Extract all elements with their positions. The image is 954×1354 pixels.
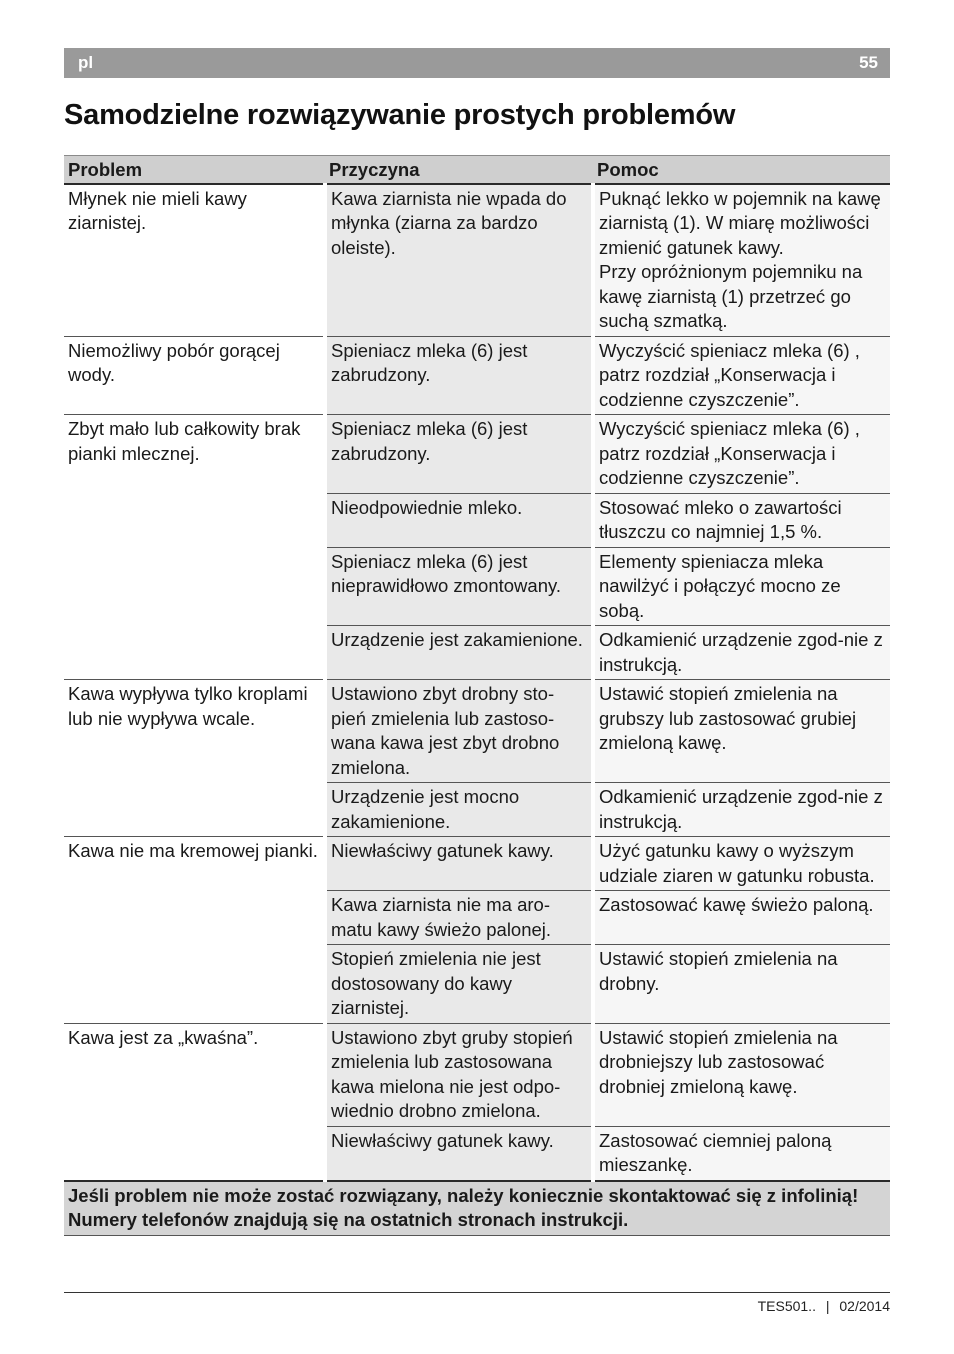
language-code: pl bbox=[78, 53, 94, 72]
help-text: Odkamienić urządzenie zgod-nie z instrukcją. bbox=[599, 629, 883, 675]
problem-cell: Kawa nie ma kremowej pianki. bbox=[64, 837, 325, 1024]
problem-cell: Kawa wypływa tylko kroplami lub nie wypływa wcale. bbox=[64, 680, 325, 837]
problem-cell: Zbyt mało lub całkowity brak pianki mlecznej. bbox=[64, 415, 325, 680]
print-date: 02/2014 bbox=[839, 1298, 890, 1314]
cause-cell: Niewłaściwy gatunek kawy. bbox=[325, 837, 593, 891]
help-cell bbox=[593, 184, 890, 337]
cause-cell: Urządzenie jest mocno zakamienione. bbox=[325, 783, 593, 837]
help-text: Stosować mleko o zawartości tłuszczu co najmniej 1,5 %. bbox=[599, 496, 842, 542]
cause-cell: Spieniacz mleka (6) jest zabrudzony. bbox=[325, 336, 593, 415]
table-row bbox=[64, 415, 890, 494]
table-header-row bbox=[64, 156, 890, 184]
column-header-cause: Przyczyna bbox=[325, 156, 593, 184]
help-text: Ustawić stopień zmielenia na grubszy lub zastosować grubiej zmieloną kawę. bbox=[599, 683, 857, 753]
page-title: Samodzielne rozwiązywanie prostych problemów bbox=[64, 99, 736, 131]
help-text: Przy opróżnionym pojemniku na kawę ziarnistą (1) przetrzeć go suchą szmatką. bbox=[599, 261, 863, 331]
help-cell bbox=[593, 1023, 890, 1126]
troubleshooting-table bbox=[64, 155, 890, 1236]
help-cell bbox=[593, 626, 890, 680]
table-body bbox=[64, 184, 890, 1181]
column-header-help: Pomoc bbox=[593, 156, 890, 184]
footer-divider bbox=[64, 1292, 890, 1293]
footer-info bbox=[752, 1298, 890, 1314]
help-text: Puknąć lekko w pojemnik na kawę ziarnistą (1). W miarę możliwości zmienić gatunek kawy. bbox=[599, 187, 881, 258]
help-text: Wyczyścić spieniacz mleka (6) , patrz rozdział „Konserwacja i codzienne czyszczenie”. bbox=[599, 418, 860, 488]
footer-note-row bbox=[64, 1181, 890, 1236]
table-row bbox=[64, 336, 890, 415]
table-row bbox=[64, 680, 890, 783]
help-text: Elementy spieniacza mleka nawilżyć i połączyć mocno ze sobą. bbox=[599, 550, 841, 621]
help-text: Użyć gatunku kawy o wyższym udziale ziaren w gatunku robusta. bbox=[599, 840, 875, 886]
help-text: Zastosować kawę świeżo paloną. bbox=[599, 894, 874, 915]
problem-cell: Niemożliwy pobór gorącej wody. bbox=[64, 336, 325, 415]
cause-cell: Niewłaściwy gatunek kawy. bbox=[325, 1126, 593, 1181]
cause-cell: Kawa ziarnista nie ma aro-matu kawy świeżo palonej. bbox=[325, 891, 593, 945]
problem-cell: Kawa jest za „kwaśna”. bbox=[64, 1023, 325, 1181]
help-cell bbox=[593, 837, 890, 891]
problem-cell: Młynek nie mieli kawy ziarnistej. bbox=[64, 184, 325, 337]
help-cell bbox=[593, 945, 890, 1024]
cause-cell: Ustawiono zbyt drobny sto-pień zmielenia lub zastoso-wana kawa jest zbyt drobno zmielona. bbox=[325, 680, 593, 783]
page-number: 55 bbox=[859, 53, 878, 72]
cause-cell: Stopień zmielenia nie jest dostosowany do kawy ziarnistej. bbox=[325, 945, 593, 1024]
column-header-problem: Problem bbox=[64, 156, 325, 184]
page-header-bar bbox=[64, 48, 890, 78]
model-number: TES501.. bbox=[757, 1298, 816, 1314]
cause-cell: Urządzenie jest zakamienione. bbox=[325, 626, 593, 680]
help-cell bbox=[593, 783, 890, 837]
help-text: Ustawić stopień zmielenia na drobny. bbox=[599, 948, 838, 994]
help-cell bbox=[593, 1126, 890, 1181]
footer-separator: | bbox=[825, 1298, 830, 1314]
help-text: Zastosować ciemniej paloną mieszankę. bbox=[599, 1129, 832, 1175]
help-text: Wyczyścić spieniacz mleka (6) , patrz rozdział „Konserwacja i codzienne czyszczenie”. bbox=[599, 339, 860, 410]
cause-cell: Ustawiono zbyt gruby stopień zmielenia lub zastosowana kawa mielona nie jest odpo-wiednio drobno zmielona. bbox=[325, 1023, 593, 1126]
help-cell bbox=[593, 415, 890, 494]
cause-cell: Spieniacz mleka (6) jest nieprawidłowo zmontowany. bbox=[325, 547, 593, 626]
footer-note: Jeśli problem nie może zostać rozwiązany, należy koniecznie skontaktować się z infolinią! Numery telefonów znajdują się na ostatnich stronach instrukcji. bbox=[64, 1181, 890, 1236]
help-cell bbox=[593, 547, 890, 626]
help-text: Odkamienić urządzenie zgod-nie z instrukcją. bbox=[599, 786, 883, 832]
cause-cell: Nieodpowiednie mleko. bbox=[325, 493, 593, 547]
help-cell bbox=[593, 680, 890, 783]
table-row bbox=[64, 1023, 890, 1126]
help-cell bbox=[593, 493, 890, 547]
cause-cell: Spieniacz mleka (6) jest zabrudzony. bbox=[325, 415, 593, 494]
cause-cell: Kawa ziarnista nie wpada do młynka (ziarna za bardzo oleiste). bbox=[325, 184, 593, 337]
help-text: Ustawić stopień zmielenia na drobniejszy lub zastosować drobniej zmieloną kawę. bbox=[599, 1026, 838, 1097]
table-row bbox=[64, 184, 890, 337]
help-cell bbox=[593, 336, 890, 415]
help-cell bbox=[593, 891, 890, 945]
table-row bbox=[64, 837, 890, 891]
